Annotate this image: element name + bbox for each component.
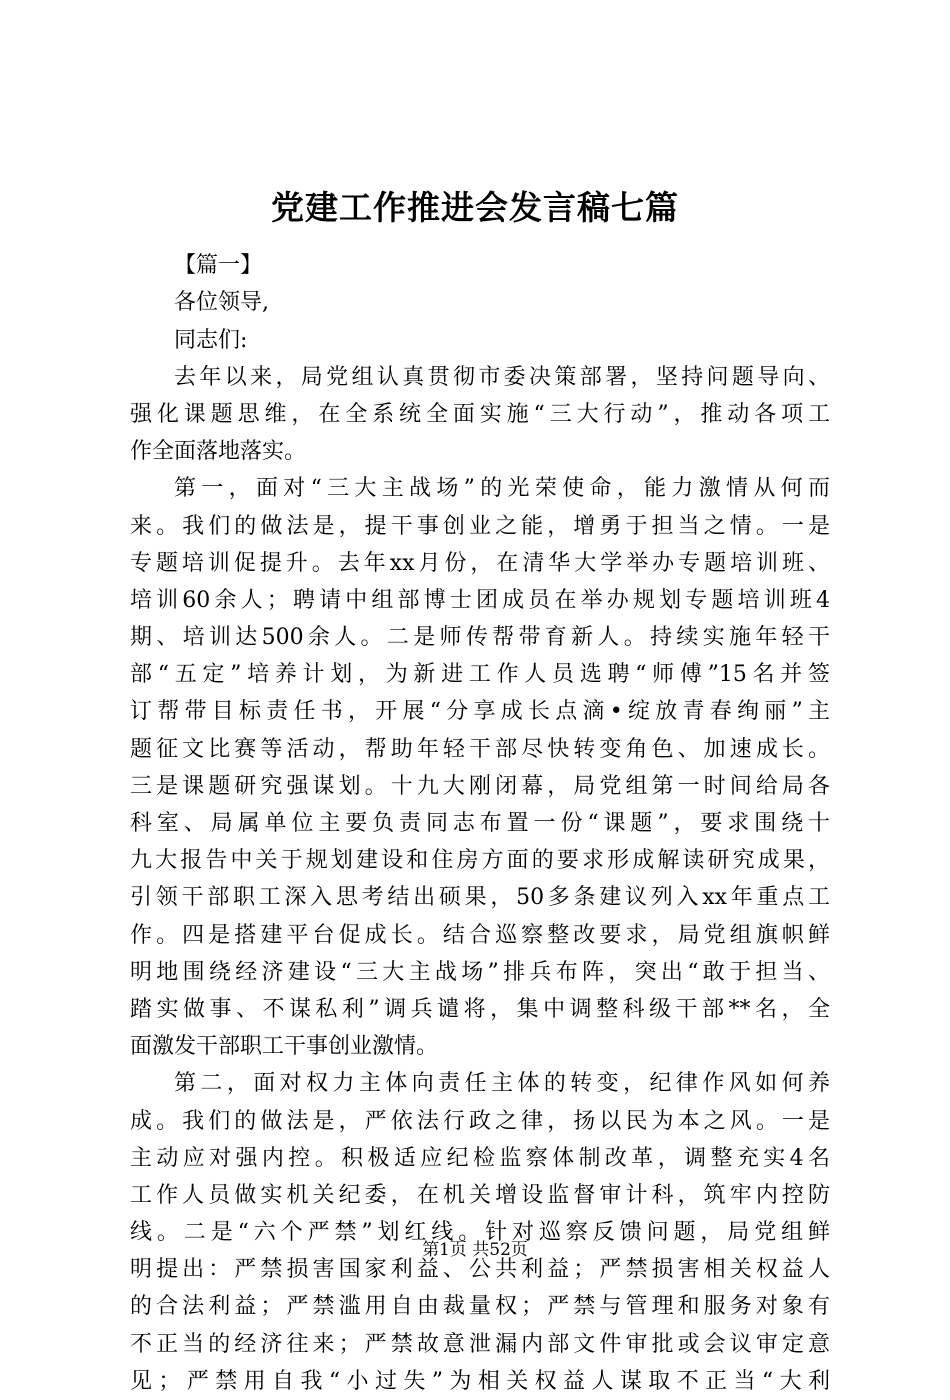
page-title: 党建工作推进会发言稿七篇 xyxy=(271,188,679,227)
body-line: 【篇一】 xyxy=(174,253,263,279)
body-line: 成。我们的做法是，严依法行政之律，扬以民为本之风。一是 xyxy=(130,1108,830,1134)
body-line: 订帮带目标责任书，开展“分享成长点滴•绽放青春绚丽”主 xyxy=(130,699,830,725)
body-line: 面激发干部职工干事创业激情。 xyxy=(130,1034,439,1060)
body-line: 第二，面对权力主体向责任主体的转变，纪律作风如何养 xyxy=(174,1071,830,1097)
body-line: 专题培训促提升。去年xx月份，在清华大学举办专题培训班、 xyxy=(130,550,830,576)
body-line: 工作人员做实机关纪委，在机关增设监督审计科，筑牢内控防 xyxy=(130,1182,830,1208)
body-line: 明地围绕经济建设“三大主战场”排兵布阵，突出“敢于担当、 xyxy=(130,959,830,985)
body-line: 期、培训达500余人。二是师传帮带育新人。持续实施年轻干 xyxy=(130,625,830,651)
body-line: 科室、局属单位主要负责同志布置一份“课题”，要求围绕十 xyxy=(130,811,830,836)
body-line: 的合法利益；严禁滥用自由裁量权；严禁与管理和服务对象有 xyxy=(130,1294,830,1320)
body-line: 培训60余人；聘请中组部博士团成员在举办规划专题培训班4 xyxy=(130,587,830,613)
document-body xyxy=(130,210,830,1400)
body-line: 第一，面对“三大主战场”的光荣使命，能力激情从何而 xyxy=(174,476,830,502)
body-line: 各位领导, xyxy=(174,290,269,316)
body-line: 主动应对强内控。积极适应纪检监察体制改革，调整充实4名 xyxy=(130,1145,830,1171)
body-line: 不正当的经济往来；严禁故意泄漏内部文件审批或会议审定意 xyxy=(130,1331,830,1357)
body-line: 九大报告中关于规划建设和住房方面的要求形成解读研究成果， xyxy=(130,848,830,874)
body-line: 来。我们的做法是，提干事创业之能，增勇于担当之情。一是 xyxy=(130,513,830,539)
body-line: 去年以来，局党组认真贯彻市委决策部署，坚持问题导向、 xyxy=(174,364,830,390)
body-line: 作。四是搭建平台促成长。结合巡察整改要求，局党组旗帜鲜 xyxy=(130,922,830,948)
body-line: 踏实做事、不谋私利”调兵谴将，集中调整科级干部**名，全 xyxy=(130,996,830,1022)
body-line: 引领干部职工深入思考结出硕果，50多条建议列入xx年重点工 xyxy=(130,885,830,911)
body-line: 同志们: xyxy=(174,327,248,353)
body-line: 部“五定”培养计划，为新进工作人员选聘“师傅”15名并签 xyxy=(130,662,830,688)
page-footer: 第1页 共52页 xyxy=(422,1240,528,1260)
body-line: 见；严禁用自我“小过失”为相关权益人谋取不正当“大利 xyxy=(130,1368,830,1394)
body-line: 明提出：严禁损害国家利益、公共利益；严禁损害相关权益人 xyxy=(130,1257,830,1283)
body-line: 强化课题思维，在全系统全面实施“三大行动”，推动各项工 xyxy=(130,401,830,427)
body-line: 作全面落地落实。 xyxy=(130,439,307,465)
body-line: 线。二是“六个严禁”划红线。针对巡察反馈问题，局党组鲜 xyxy=(130,1220,830,1246)
body-line: 三是课题研究强谋划。十九大刚闭幕，局党组第一时间给局各 xyxy=(130,773,830,799)
body-line xyxy=(130,210,830,247)
body-line: 题征文比赛等活动，帮助年轻干部尽快转变角色、加速成长。 xyxy=(130,736,830,762)
